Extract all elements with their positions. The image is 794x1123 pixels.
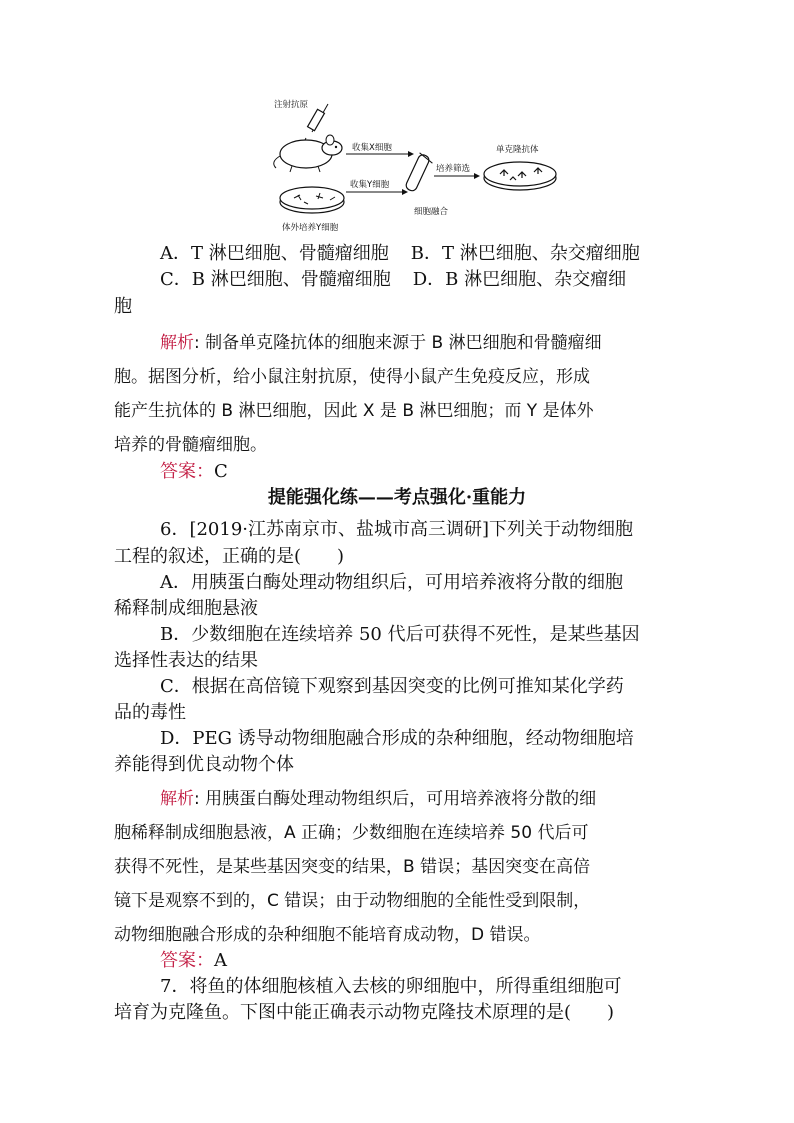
q6-analysis-line5: 动物细胞融合形成的杂种细胞不能培育成动物，D 错误。 xyxy=(114,925,541,945)
q6-analysis-line1 xyxy=(160,786,596,812)
q6-stem-line1: 6．[2019·江苏南京市、盐城市高三调研]下列关于动物细胞 xyxy=(160,519,634,540)
q5-answer-label: 答案： xyxy=(160,461,214,482)
q5-option-d: D．B 淋巴细胞、杂交瘤细 xyxy=(412,269,627,290)
q6-analysis-line4: 镜下是观察不到的，C 错误；由于动物细胞的全能性受到限制， xyxy=(114,891,591,911)
q6-answer xyxy=(160,948,227,974)
q5-options-row1 xyxy=(160,241,640,267)
q6-analysis-line3: 获得不死性，是某些基因突变的结果，B 错误；基因突变在高倍 xyxy=(114,857,591,877)
q6-option-a-line1: A．用胰蛋白酶处理动物组织后，可用培养液将分散的细胞 xyxy=(160,572,623,593)
q5-analysis-line1 xyxy=(160,330,602,356)
q6-answer-label: 答案： xyxy=(160,950,214,971)
q6-analysis-label: 解析 xyxy=(160,789,194,809)
q6-answer-value: A xyxy=(214,950,227,971)
q6-analysis-text1: : 用胰蛋白酶处理动物组织后，可用培养液将分散的细 xyxy=(194,789,597,809)
q5-option-d-cont: 胞 xyxy=(114,296,132,317)
q5-analysis-text1: : 制备单克隆抗体的细胞来源于 B 淋巴细胞和骨髓瘤细 xyxy=(194,333,602,353)
q6-option-b-line2: 选择性表达的结果 xyxy=(114,650,258,671)
q5-options-row2 xyxy=(160,267,626,293)
q6-option-d-line1: D．PEG 诱导动物细胞融合形成的杂种细胞，经动物细胞培 xyxy=(160,728,634,749)
q6-analysis-line2: 胞稀释制成细胞悬液，A 正确；少数细胞在连续培养 50 代后可 xyxy=(114,823,589,843)
q5-analysis-line4: 培养的骨髓瘤细胞。 xyxy=(114,435,267,455)
monoclonal-antibody-diagram xyxy=(268,96,568,236)
q5-option-b: B．T 淋巴细胞、杂交瘤细胞 xyxy=(410,243,640,264)
q7-stem-line2: 培育为克隆鱼。下图中能正确表示动物克隆技术原理的是( ) xyxy=(114,1002,615,1023)
q5-analysis-line2: 胞。据图分析，给小鼠注射抗原，使得小鼠产生免疫反应，形成 xyxy=(114,367,590,387)
q6-option-b-line1: B．少数细胞在连续培养 50 代后可获得不死性，是某些基因 xyxy=(160,624,640,645)
q5-option-a: A．T 淋巴细胞、骨髓瘤细胞 xyxy=(160,243,389,264)
collect-y-label: 收集Y细胞 xyxy=(350,180,390,190)
diagram-svg xyxy=(268,96,568,236)
collect-x-label: 收集X细胞 xyxy=(352,143,392,153)
q6-stem-line2: 工程的叙述，正确的是( ) xyxy=(114,546,345,567)
q7-stem-line1: 7．将鱼的体细胞核植入去核的卵细胞中，所得重组细胞可 xyxy=(160,976,622,997)
q5-answer-value: C xyxy=(214,461,228,482)
mouse-icon xyxy=(274,135,342,172)
q6-option-c-line2: 品的毒性 xyxy=(114,702,186,723)
antibody-dish-icon xyxy=(484,162,556,190)
q5-answer xyxy=(160,459,228,485)
q6-option-a-line2: 稀释制成细胞悬液 xyxy=(114,598,258,619)
monoclonal-antibody-label: 单克隆抗体 xyxy=(496,145,539,155)
test-tube-icon xyxy=(405,153,435,193)
q6-option-d-line2: 养能得到优良动物个体 xyxy=(114,754,294,775)
q5-analysis-label: 解析 xyxy=(160,333,194,353)
petri-dish-icon xyxy=(280,187,344,213)
q5-option-c: C．B 淋巴细胞、骨髓瘤细胞 xyxy=(160,269,391,290)
section-title: 提能强化练——考点强化·重能力 xyxy=(267,487,527,508)
culture-screen-label: 培养筛选 xyxy=(436,164,471,174)
inject-antigen-label: 注射抗原 xyxy=(274,100,309,110)
q6-option-c-line1: C．根据在高倍镜下观察到基因突变的比例可推知某化学药 xyxy=(160,676,624,697)
cell-fusion-label: 细胞融合 xyxy=(414,207,449,217)
invitro-y-label: 体外培养Y细胞 xyxy=(282,223,339,233)
q5-analysis-line3: 能产生抗体的 B 淋巴细胞，因此 X 是 B 淋巴细胞；而 Y 是体外 xyxy=(114,401,594,421)
